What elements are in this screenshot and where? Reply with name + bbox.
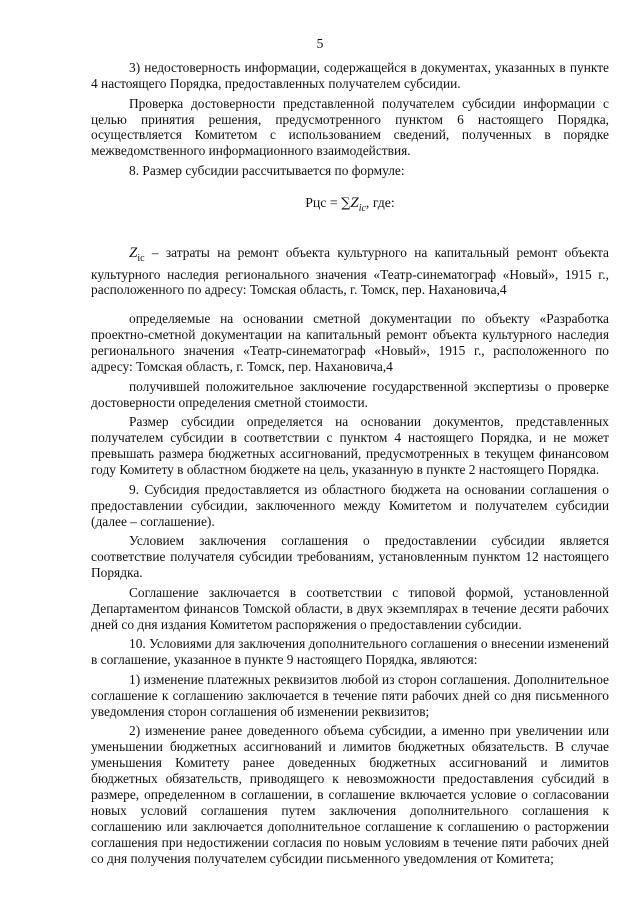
document-body <box>91 60 609 870</box>
subsidy-formula <box>91 195 609 217</box>
paragraph-estimate-basis: определяемые на основании сметной документации по объекту «Разработка проектно-сметной документации на капитальный ремонт объекта культурного наследия регионального значения «Театр-синематограф «Новый», 1915 г., расположенного по адресу: Томская область, г. Томск, пер. Нахановича,4 <box>91 311 609 375</box>
formula-lhs: Рцс = <box>305 194 338 210</box>
paragraph-agreement-form: Соглашение заключается в соответствии с типовой формой, установленной Департаментом финансов Томской области, в двух экземплярах в течение десяти рабочих дней со дня издания Комитетом распоряжения о предоставлении субсидии. <box>91 584 609 632</box>
page-number: 5 <box>316 36 324 51</box>
paragraph-item-9: 9. Субсидия предоставляется из областного бюджета на основании соглашения о предоставлении субсидии, заключенного между Комитетом и получателем субсидии (далее – соглашение). <box>91 481 609 529</box>
paragraph-condition-2: 2) изменение ранее доведенного объема субсидии, а именно при увеличении или уменьшении бюджетных ассигнований и лимитов бюджетных обязательств. В случае уменьшения Комитету ранее доведенных бюджетных ассигнований и лимитов бюджетных обязательств, приводящего к невозможности предоставления субсидий в размере, определенном в соглашении, в соглашение включается условие о согласовании новых условий соглашения путем заключения дополнительного соглашения к соглашению или заключается дополнительное соглашение к соглашению о расторжении соглашения при недостижении согласия по новым условиям в течение пяти рабочих дней со дня получения получателем субсидии письменного уведомления от Комитета; <box>91 723 609 866</box>
formula-tail: , где: <box>365 194 395 210</box>
paragraph-item-3: 3) недостоверность информации, содержащейся в документах, указанных в пункте 4 настоящего Порядка, предоставленных получателем субсидии. <box>91 60 609 91</box>
paragraph-expertise: получившей положительное заключение государственной экспертизы о проверке достоверности определения сметной стоимости. <box>91 378 609 410</box>
paragraph-item-10: 10. Условиями для заключения дополнительного соглашения о внесении изменений в соглашение, указанное в пункте 9 настоящего Порядка, являются: <box>91 636 609 668</box>
paragraph-subsidy-formula-intro: 8. Размер субсидии рассчитывается по формуле: <box>129 163 405 179</box>
formula-subscript: ic <box>358 202 366 214</box>
formula-sum-symbol: ∑ <box>341 195 351 211</box>
formula-variable: Z <box>350 194 359 211</box>
paragraph-verification: Проверка достоверности представленной получателем субсидии информации с целью принятия решения, предусмотренного пунктом 6 настоящего Порядка, осуществляется Комитетом с использованием сведений, полученных в порядке межведомственного информационного взаимодействия. <box>91 95 609 159</box>
definition-variable: $Z_{ic}$ <box>129 244 145 264</box>
paragraph-subsidy-amount: Размер субсидии определяется на основании документов, представленных получателем субсидии в соответствии с пунктом 4 настоящего Порядка, и не может превышать размера бюджетных ассигнований, предусмотренных в текущем финансовом году Комитету в областном бюджете на цель, указанную в пункте 2 настоящего Порядка. <box>91 414 609 478</box>
paragraph-condition-1: 1) изменение платежных реквизитов любой из сторон соглашения. Дополнительное соглашение к соглашению заключается в течение пяти рабочих дней со дня письменного уведомления сторон соглашения об изменении реквизитов; <box>91 671 609 719</box>
paragraph-variable-definition <box>91 245 609 299</box>
paragraph-agreement-condition: Условием заключения соглашения о предоставлении субсидии является соответствие получателя субсидии требованиям, установленным пунктом 12 настоящего Порядка. <box>91 533 609 581</box>
definition-text: – затраты на ремонт объекта культурного на капитальный ремонт объекта культурного наследия регионального значения «Театр-синематограф «Новый», 1915 г., расположенного по адресу: Томская область, г. Томск, пер. Нахановича,4 <box>91 244 609 298</box>
